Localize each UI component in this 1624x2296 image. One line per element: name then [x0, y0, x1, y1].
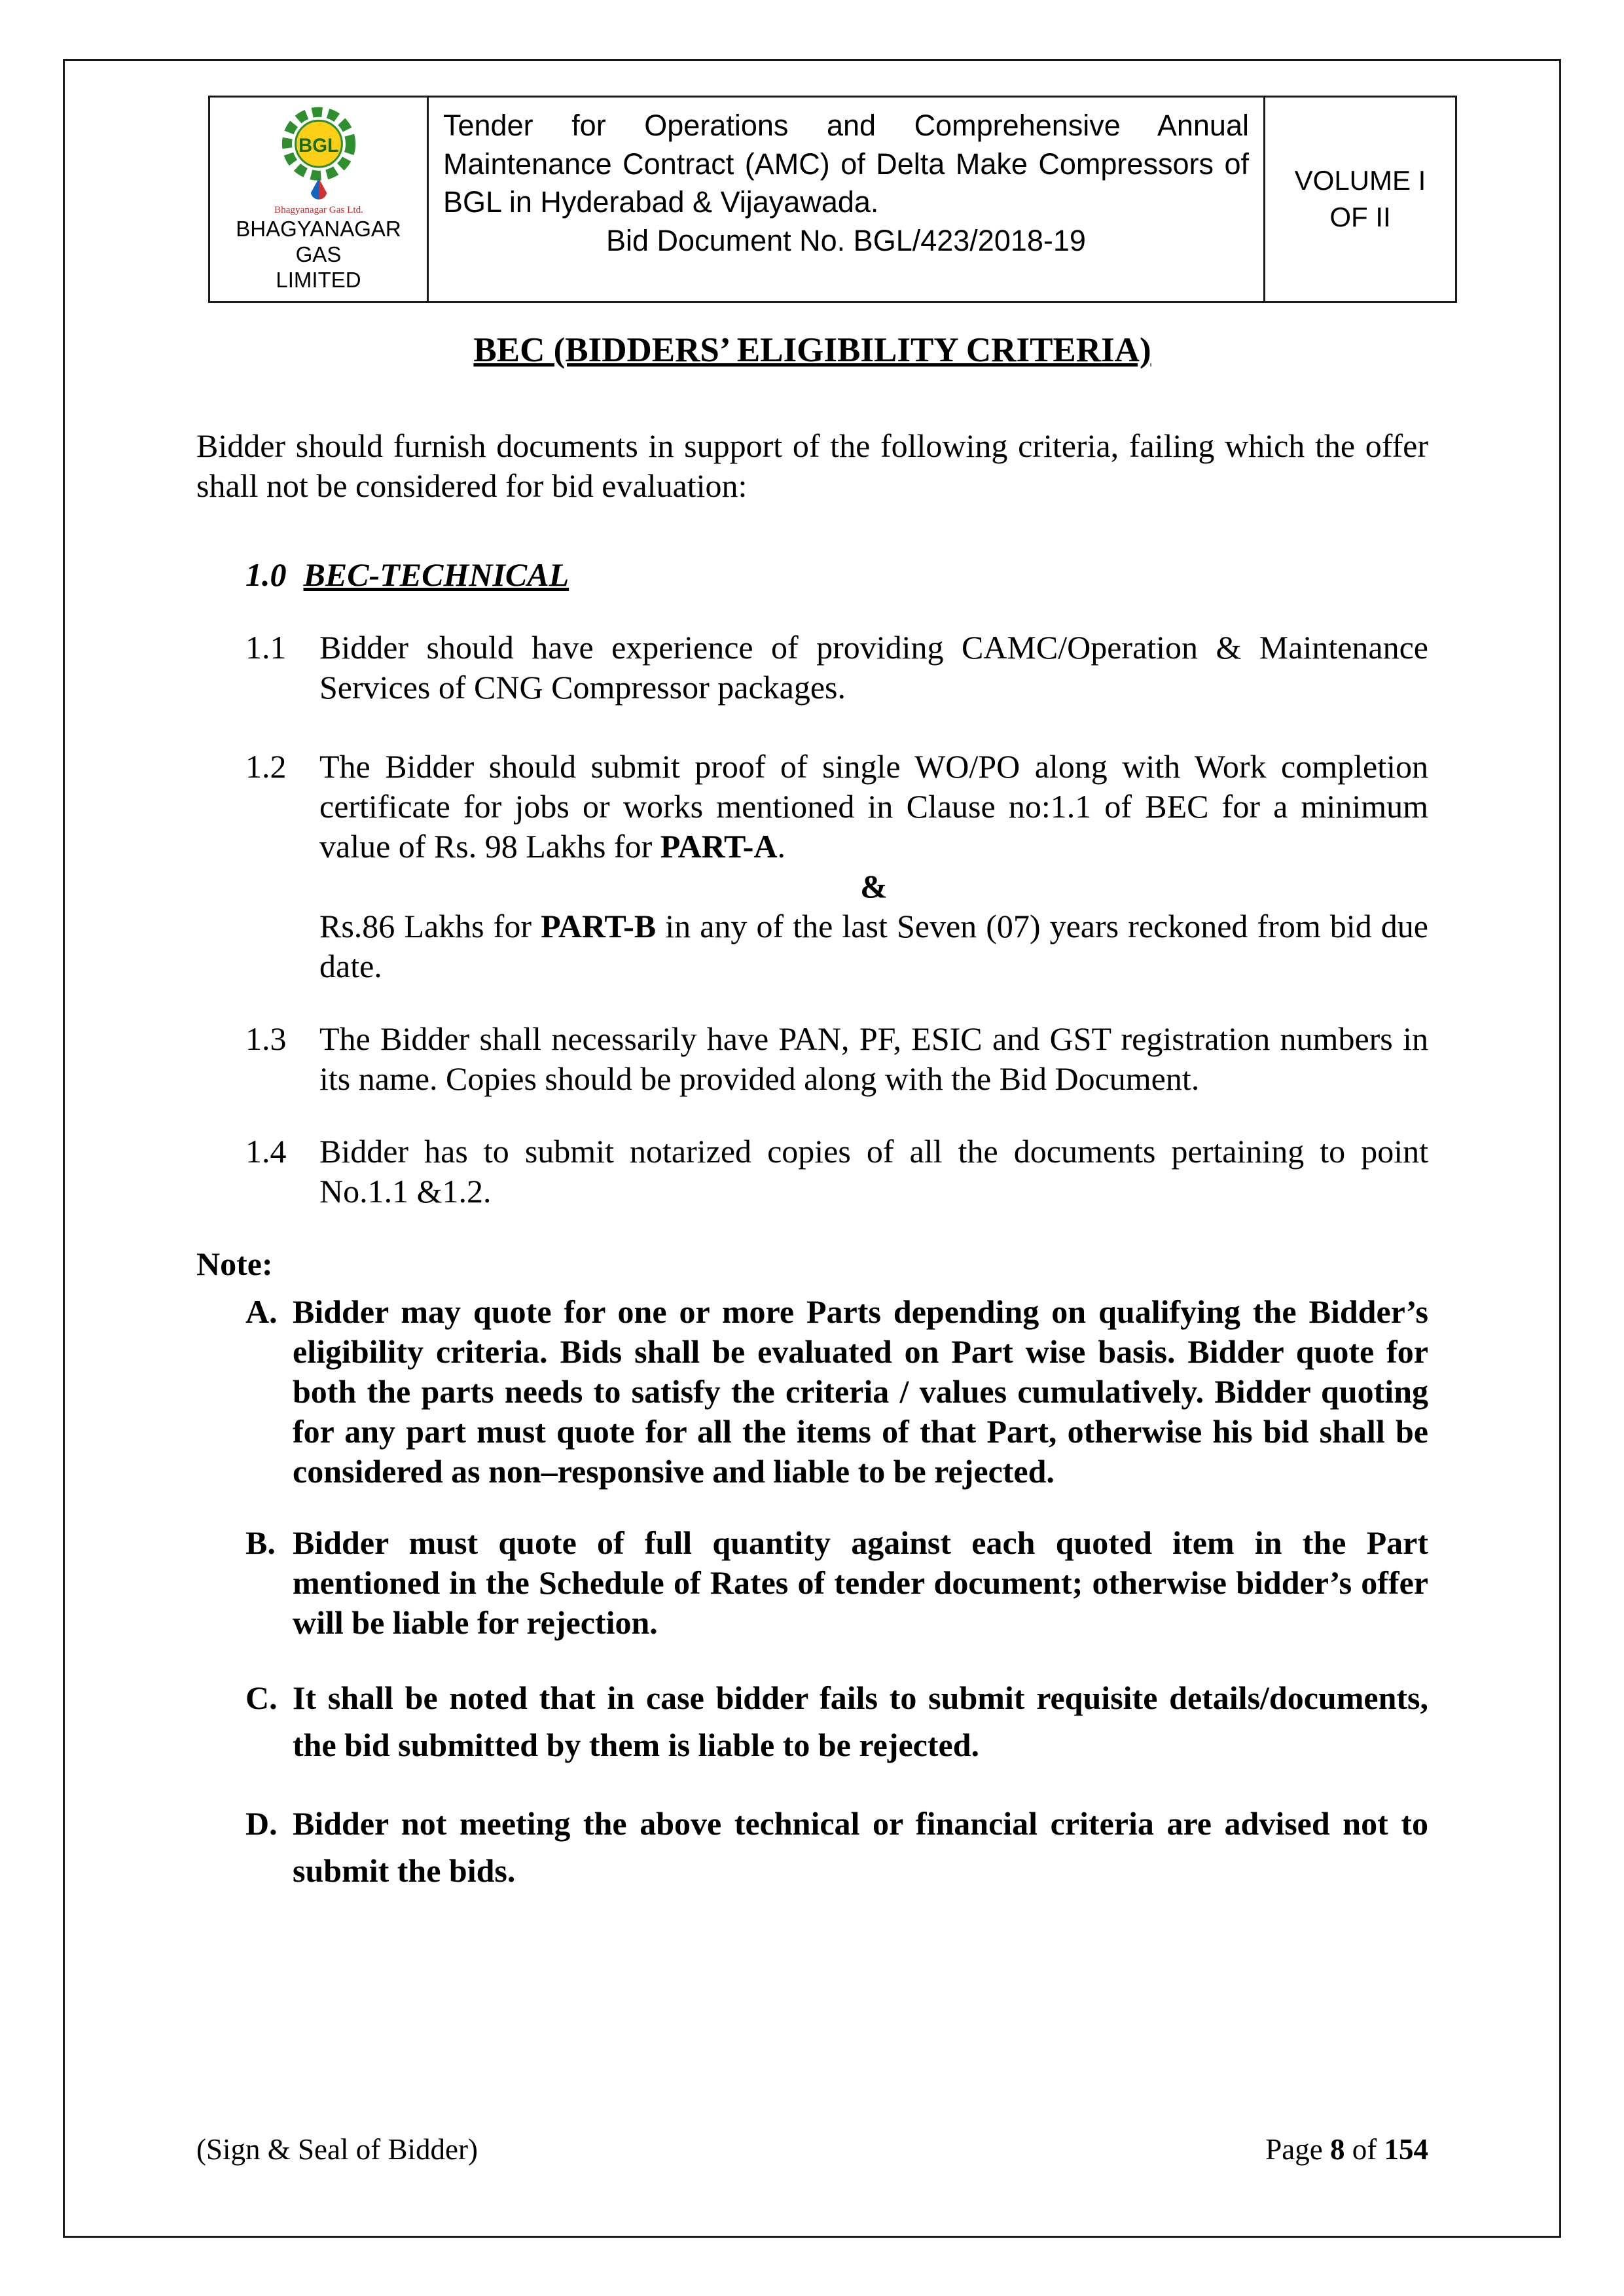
clause-1-1 [245, 628, 1428, 708]
note-text: Bidder may quote for one or more Parts depending on qualifying the Bidder’s eligibility criteria. Bids shall be evaluated on Part wise basis. Bidder quote for both the parts needs to satisfy the criteria / values cumulatively. Bidder quoting for any part must quote for all the items of that Part, otherwise his bid shall be considered as non–responsive and liable to be rejected. [293, 1293, 1428, 1490]
note-letter: D. [245, 1805, 278, 1842]
note-item-c [245, 1674, 1428, 1768]
part-b-label: PART-B [541, 908, 657, 944]
page-number: 8 [1330, 2133, 1345, 2166]
of-word: of [1344, 2133, 1384, 2166]
bgl-logo-icon [260, 103, 378, 215]
clause-number: 1.2 [245, 748, 287, 785]
clause-number: 1.1 [245, 629, 287, 666]
section-number: 1.0 [245, 556, 287, 593]
note-text: Bidder must quote of full quantity against each quoted item in the Part mentioned in the Schedule of Rates of tender document; otherwise bidder’s offer will be liable for rejection. [293, 1524, 1428, 1641]
header-volume-cell [1265, 98, 1455, 301]
header-table [208, 96, 1457, 303]
page-footer [196, 2132, 1428, 2166]
total-pages: 154 [1384, 2133, 1428, 2166]
org-name-line1: BHAGYANAGAR GAS [236, 217, 401, 266]
page-title [196, 331, 1428, 370]
logo-drop-right [319, 178, 327, 199]
note-text: It shall be noted that in case bidder fails to submit requisite details/documents, the bid submitted by them is liable to be rejected. [293, 1679, 1428, 1763]
bid-document-number: Bid Document No. BGL/423/2018-19 [606, 223, 1086, 257]
note-item-a [245, 1292, 1428, 1492]
clause-text [319, 747, 1428, 986]
ampersand-separator: & [860, 868, 888, 905]
clause-text: Bidder has to submit notarized copies of all the documents pertaining to point No.1.1 &1.2. [319, 1133, 1428, 1210]
section-heading-text: BEC-TECHNICAL [303, 556, 569, 593]
clause-1-3 [245, 1019, 1428, 1099]
clause-1-2 [245, 747, 1428, 986]
note-text: Bidder not meeting the above technical or financial criteria are advised not to submit the bids. [293, 1805, 1428, 1889]
note-label: Note: [196, 1246, 273, 1282]
clause-number: 1.3 [245, 1020, 287, 1057]
page-title-text: BEC (BIDDERS’ ELIGIBILITY CRITERIA) [473, 331, 1151, 369]
sign-seal-text: (Sign & Seal of Bidder) [196, 2133, 478, 2166]
logo-drop-left [310, 178, 318, 199]
note-item-b [245, 1523, 1428, 1643]
tender-title: Tender for Operations and Comprehensive Annual Maintenance Contract (AMC) of Delta Make Compressors of BGL in Hyderabad & Vijayawada. [443, 109, 1249, 219]
note-letter: A. [245, 1293, 278, 1330]
org-name [215, 217, 422, 293]
clause-text-part: in any of the last Seven (07) years reckoned from bid due date. [319, 908, 1428, 984]
clause-number: 1.4 [245, 1133, 287, 1170]
document-body [196, 331, 1428, 1894]
clause-text-part: . [777, 828, 786, 865]
note-letter: C. [245, 1679, 278, 1716]
volume-line2: OF II [1329, 202, 1391, 233]
org-name-line2: LIMITED [276, 267, 361, 292]
clause-text-part: Rs.86 Lakhs for [319, 908, 541, 944]
header-logo-cell [210, 98, 429, 301]
volume-line1: VOLUME I [1294, 164, 1426, 196]
page-number-indicator [1265, 2132, 1428, 2166]
logo-caption: Bhagyanagar Gas Ltd. [274, 204, 363, 215]
header-title-cell [429, 98, 1265, 301]
page-word: Page [1265, 2133, 1330, 2166]
clause-text-part: The Bidder should submit proof of single WO/PO along with Work completion certificate for jobs or works mentioned in Clause no:1.1 of BEC for a minimum value of Rs. 98 Lakhs for [319, 748, 1428, 865]
clause-1-4 [245, 1132, 1428, 1211]
clause-text: The Bidder shall necessarily have PAN, PF, ESIC and GST registration numbers in its name. Copies should be provided along with the Bid Document. [319, 1020, 1428, 1097]
note-item-d [245, 1800, 1428, 1894]
clause-text: Bidder should have experience of providing CAMC/Operation & Maintenance Services of CNG Compressor packages. [319, 629, 1428, 706]
intro-paragraph: Bidder should furnish documents in support of the following criteria, failing which the offer shall not be considered for bid evaluation: [196, 427, 1428, 504]
bgl-logo-text: BGL [298, 134, 339, 156]
part-a-label: PART-A [660, 828, 778, 865]
section-heading [245, 555, 1428, 595]
note-letter: B. [245, 1524, 276, 1561]
